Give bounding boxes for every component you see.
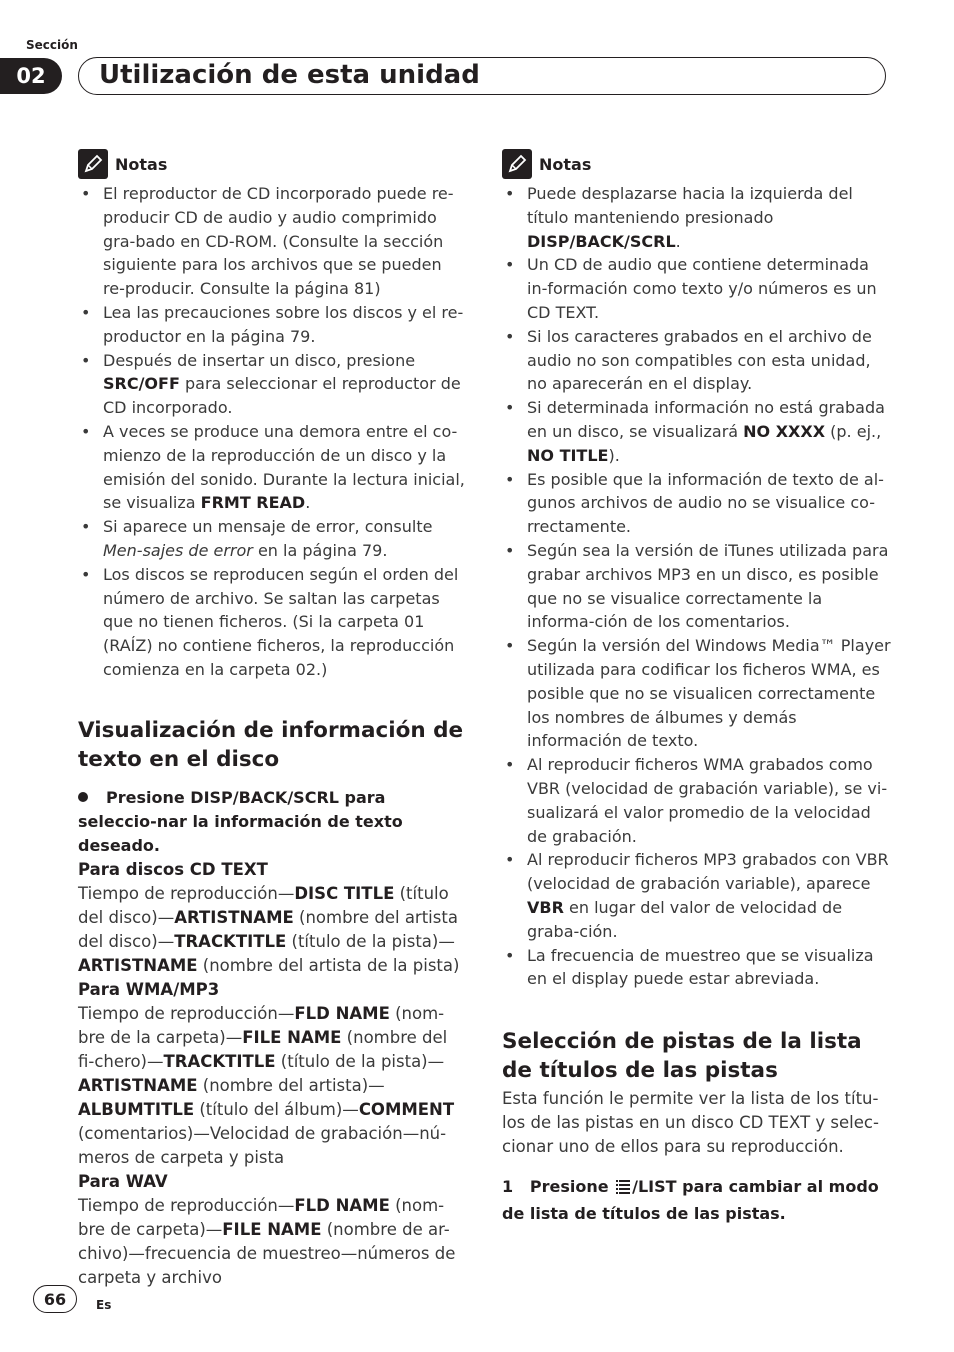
step-text-pre: Presione [529, 1177, 615, 1197]
text-run: Tiempo de reproducción— [78, 1195, 295, 1215]
bold-term: NO TITLE [527, 445, 609, 465]
note-item [78, 182, 468, 301]
bold-term: ARTISTNAME [78, 955, 198, 975]
text-run: . [305, 493, 311, 513]
note-item [78, 420, 468, 515]
step-instruction [78, 786, 468, 858]
pencil-icon [78, 149, 108, 179]
subsection-title [78, 1170, 468, 1194]
text-run: (p. ej., [825, 421, 882, 441]
note-item [502, 468, 892, 539]
intro-paragraph: Esta función le permite ver la lista de los títu-los de las pistas en un disco CD TEXT y selec-cionar uno de ellos para su reproducción. [502, 1089, 879, 1157]
bold-term: DISC TITLE [294, 883, 395, 903]
subsection-body [78, 1194, 468, 1290]
text-run: (nombre del artista de la pista) [197, 955, 460, 975]
text-run: en lugar del valor de velocidad de graba-ción. [527, 897, 843, 941]
bold-term: NO XXXX [743, 421, 826, 441]
chapter-header [78, 57, 886, 95]
text-run: ). [608, 445, 620, 465]
text-run: El reproductor de CD incorporado puede re-producir CD de audio y audio comprimido gra-bado en CD-ROM. (Consulte la sección siguiente para los archivos que se pueden re-producir. Consulte la página 81) [103, 184, 454, 299]
text-run: . [675, 231, 681, 251]
text-run: (nombre de ar-chivo)—frecuencia de muestreo—números de carpeta y archivo [78, 1219, 456, 1287]
note-item [78, 563, 468, 682]
section-number: 02 [0, 58, 62, 94]
text-run: Después de insertar un disco, presione [103, 350, 416, 370]
note-item [78, 515, 468, 563]
note-item [78, 349, 468, 420]
bold-term: FLD NAME [294, 1003, 390, 1023]
text-run: La frecuencia de muestreo que se visualiza en el display puede estar abreviada. [527, 945, 874, 989]
note-item [502, 253, 892, 324]
text-run: (título de la pista)— [275, 1051, 445, 1071]
notes-title: Notas [539, 154, 592, 174]
text-run: Si determinada información no está grabada en un disco, se visualizará [527, 398, 885, 441]
bold-term: FLD NAME [294, 1195, 390, 1215]
step-instruction [502, 1175, 892, 1226]
bold-term: FILE NAME [222, 1219, 322, 1239]
bold-term: SRC/OFF [103, 374, 180, 394]
subsection-body [78, 1002, 468, 1170]
note-item [502, 848, 892, 943]
notes-list [78, 182, 468, 682]
section-label: Sección [26, 38, 78, 52]
text-run: (título del álbum)— [194, 1099, 359, 1119]
text-run: Lea las precauciones sobre los discos y el re-productor en la página 79. [103, 302, 464, 346]
text-run: Si los caracteres grabados en el archivo de audio no son compatibles con esta unidad, no aparecerán en el display. [527, 326, 872, 394]
text-run: (nom-bre de la carpeta)— [78, 1003, 445, 1047]
subsection-body [78, 882, 468, 978]
bold-term: CD TEXT [189, 859, 268, 879]
note-item [502, 634, 892, 753]
chapter-title: Utilización de esta unidad [99, 60, 480, 90]
section-heading: Selección de pistas de la lista de títulos de las pistas [502, 1029, 862, 1084]
text-run: Un CD de audio que contiene determinada in-formación como texto y/o números es un CD TEXT. [527, 255, 877, 322]
step-number: 1 [502, 1177, 514, 1197]
step-text-post: /LIST para cambiar al modo de lista de títulos de las pistas. [502, 1177, 879, 1224]
bold-term: ARTISTNAME [174, 907, 294, 927]
text-run: Tiempo de reproducción— [78, 883, 295, 903]
text-run: Según sea la versión de iTunes utilizada para grabar archivos MP3 en un disco, es posible que no se visualice correctamente la informa-ción de los comentarios. [527, 540, 889, 632]
bold-term: COMMENT [358, 1099, 455, 1119]
text-run: (nombre del artista del disco)— [78, 907, 458, 951]
text-run: Es posible que la información de texto de al-gunos archivos de audio no se visualice co-rrectamente. [527, 469, 884, 537]
text-run: Los discos se reproducen según el orden del número de archivo. Se saltan las carpetas que no tienen ficheros. (Si la carpeta 01 (RAÍZ) no contiene ficheros, la reproducción comienza en la carpeta 02.) [103, 564, 459, 679]
step-text: Presione DISP/BACK/SCRL para seleccio-nar la información de texto deseado. [78, 787, 403, 855]
bold-term: TRACKTITLE [163, 1051, 276, 1071]
note-item [78, 301, 468, 349]
bold-term: ARTISTNAME [78, 1075, 198, 1095]
text-run: (título del disco)— [78, 883, 449, 927]
text-run: Si aparece un mensaje de error, consulte [103, 517, 433, 537]
note-item [502, 944, 892, 992]
right-column [502, 148, 892, 1226]
note-item [502, 396, 892, 467]
text-run: A veces se produce una demora entre el co-mienzo de la reproducción de un disco y la emisión del sonido. Durante la lectura inicial, se visualiza [103, 421, 465, 513]
language-code: Es [96, 1298, 112, 1312]
section-heading: Visualización de información de texto en el disco [78, 717, 464, 772]
text-run: Para discos [78, 859, 190, 879]
bold-term: FRMT READ [200, 493, 306, 513]
display-info-subsections [78, 858, 468, 1290]
text-run: (comentarios)—Velocidad de grabación—nú-meros de carpeta y pista [78, 1123, 447, 1167]
bold-term: Para WAV [78, 1171, 168, 1191]
text-run: Según la versión del Windows Media™ Player utilizada para codificar los ficheros WMA, es posible que no se visualicen correctamente los nombres de álbumes y demás información de texto. [527, 636, 891, 751]
pencil-icon [502, 149, 532, 179]
page-number: 66 [33, 1285, 77, 1313]
text-run: (nom-bre de carpeta)— [78, 1195, 445, 1239]
note-item [502, 753, 892, 848]
italic-reference: Men-sajes de error [103, 540, 253, 560]
text-run: Al reproducir ficheros WMA grabados como VBR (velocidad de grabación variable), se vi-sualizará el valor promedio de la velocidad de grabación. [527, 755, 888, 846]
text-run: para seleccionar el reproductor de CD incorporado. [103, 374, 461, 418]
text-run: Puede desplazarse hacia la izquierda del título manteniendo presionado [527, 184, 853, 227]
bold-term: Para WMA/MP3 [78, 979, 220, 999]
bold-term: TRACKTITLE [174, 931, 287, 951]
note-item [502, 539, 892, 634]
notes-header [78, 148, 468, 180]
text-run: Al reproducir ficheros MP3 grabados con VBR (velocidad de grabación variable), aparece [527, 850, 889, 894]
text-run: (nombre del fi-chero)— [78, 1027, 448, 1071]
bold-term: DISP/BACK/SCRL [527, 231, 676, 251]
note-item [502, 182, 892, 253]
text-run: (título de la pista)— [286, 931, 455, 951]
text-run: Tiempo de reproducción— [78, 1003, 295, 1023]
bold-term: FILE NAME [242, 1027, 342, 1047]
subsection-title [78, 978, 468, 1002]
text-run: (nombre del artista)— [197, 1075, 385, 1095]
notes-header [502, 148, 892, 180]
text-run: en la página 79. [252, 540, 388, 560]
list-icon [615, 1178, 631, 1202]
bold-term: ALBUMTITLE [78, 1099, 195, 1119]
left-column [78, 148, 468, 1290]
notes-list [502, 182, 892, 991]
bullet-dot-icon [78, 792, 88, 802]
note-item [502, 325, 892, 396]
subsection-title [78, 858, 468, 882]
notes-title: Notas [115, 154, 168, 174]
bold-term: VBR [527, 897, 564, 917]
